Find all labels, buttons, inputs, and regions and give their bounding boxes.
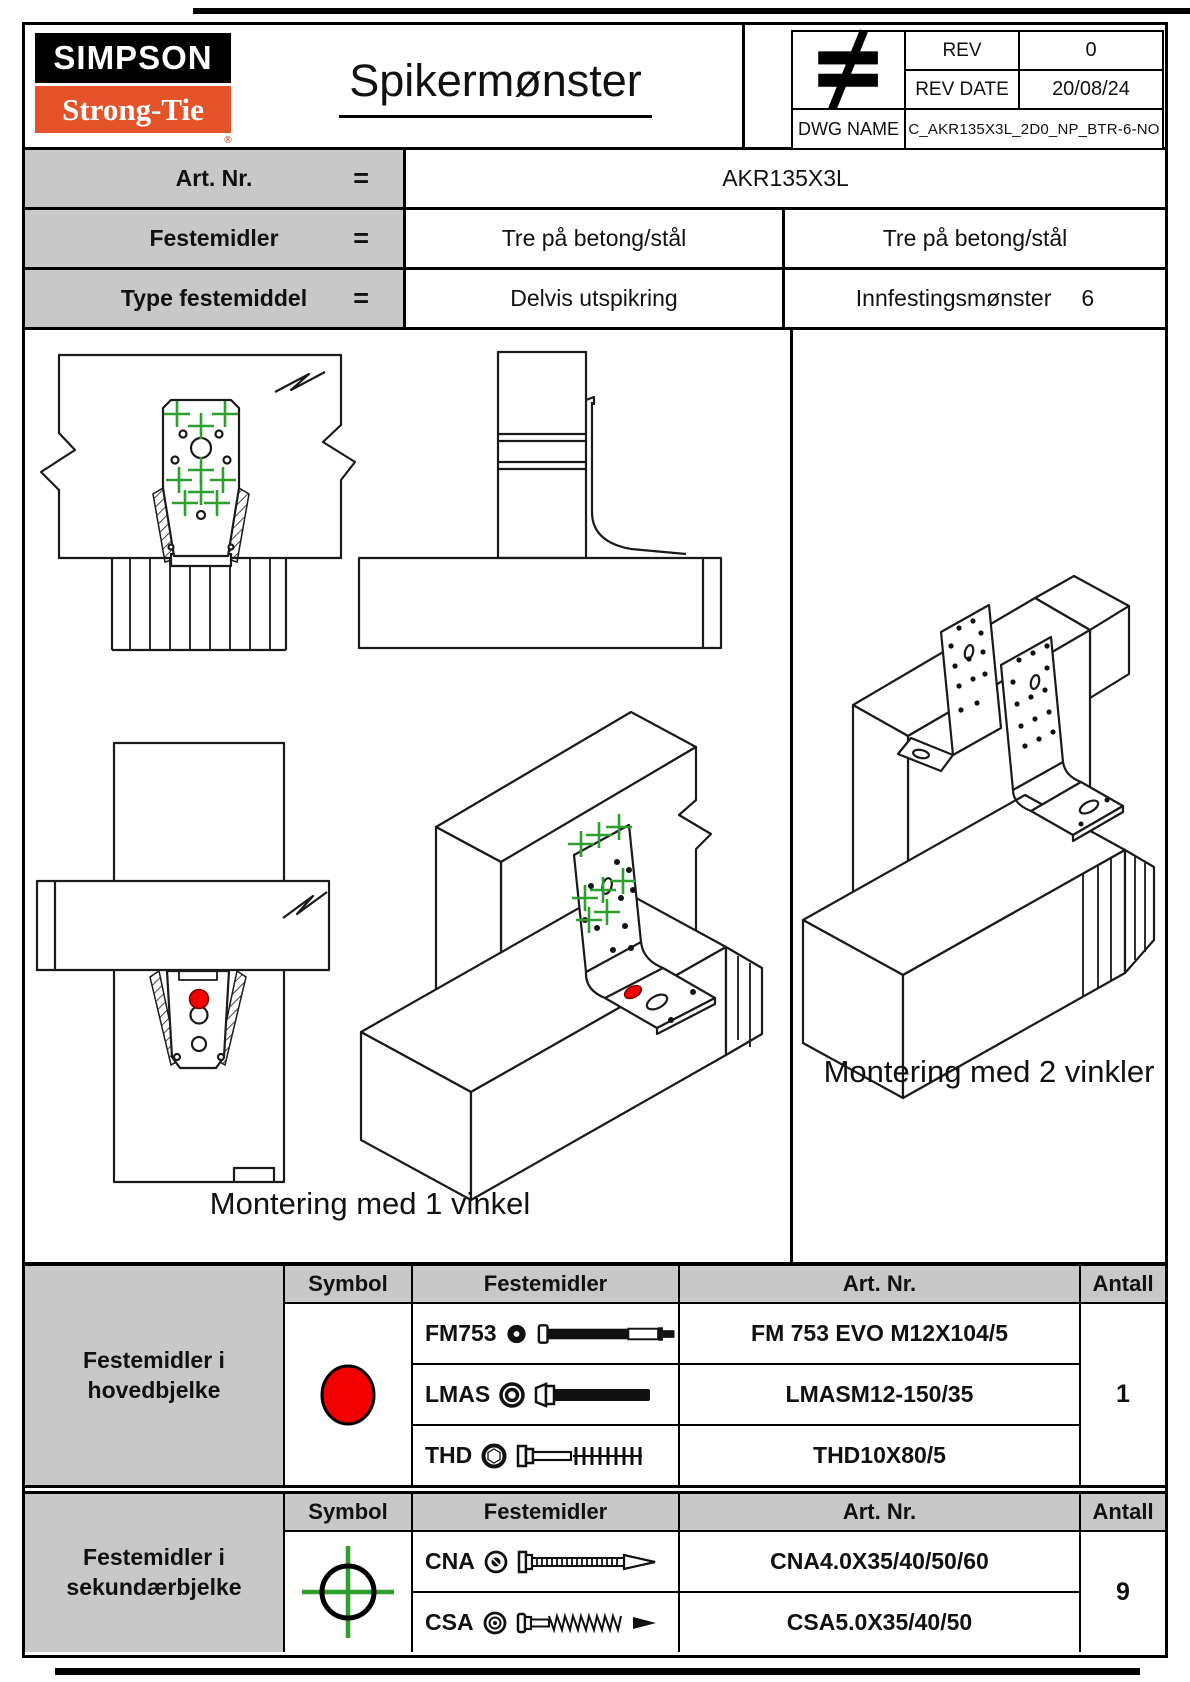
brand-logo: [25, 25, 249, 147]
csa-head-icon: [482, 1610, 508, 1636]
fastener-row: [413, 1304, 678, 1363]
art-nr-value: AKR135X3L: [406, 150, 1165, 207]
equals-sign: =: [353, 223, 369, 253]
antall-value-hovedbjelke: 1: [1081, 1304, 1165, 1485]
innfestingsmonster-number: 6: [1081, 285, 1095, 311]
sheet-header: [25, 25, 1165, 150]
side-view: [359, 352, 721, 648]
fastener-table-sekundaerbjelke: [25, 1491, 1165, 1652]
dwg-name-label: DWG NAME: [793, 110, 904, 148]
revision-table: [791, 30, 1164, 150]
festemidler-header: Festemidler: [413, 1266, 678, 1302]
festemidler-value-2: Tre på betong/stål: [785, 210, 1165, 267]
fastener-row: [413, 1426, 678, 1485]
festemidler-label: Festemidler: [149, 225, 279, 251]
group-label-hovedbjelke: Festemidler i hovedbjelke: [25, 1266, 283, 1485]
rev-date-label: REV DATE: [906, 71, 1018, 108]
sheet-frame: [22, 22, 1168, 1658]
equals-sign: =: [353, 163, 369, 193]
festemidler-header: Festemidler: [413, 1494, 678, 1530]
revision-block: [745, 25, 1165, 147]
isometric-view-1-bracket: [361, 712, 762, 1200]
type-festemiddel-value: Delvis utspikring: [406, 270, 782, 327]
equals-sign: =: [353, 283, 369, 313]
rev-value: 0: [1020, 32, 1162, 69]
red-bolt-marker: [190, 990, 209, 1009]
antall-value-sekundaerbjelke: 9: [1081, 1532, 1165, 1652]
art-nr-label-cell: [25, 150, 403, 207]
thd-concrete-screw-icon: [516, 1442, 648, 1470]
symbol-header: Symbol: [285, 1494, 411, 1530]
rev-date-value: 20/08/24: [1020, 71, 1162, 108]
dwg-name-value: C_AKR135X3L_2D0_NP_BTR-6-NO: [906, 110, 1162, 148]
fastener-table-hovedbjelke: [25, 1266, 1165, 1488]
rev-label: REV: [906, 32, 1018, 69]
cna-anchor-nail-icon: [517, 1549, 662, 1575]
csa-anchor-screw-icon: [516, 1610, 666, 1636]
scan-artifact-top: [193, 8, 1190, 14]
type-festemiddel-label-cell: [25, 270, 403, 327]
thd-head-icon: [480, 1442, 508, 1470]
page-title: Spikermønster: [339, 55, 652, 118]
lmas-anchor-bolt-icon: [534, 1381, 654, 1409]
caption-2-vinkler: Montering med 2 vinkler: [823, 1054, 1155, 1089]
innfestingsmonster-cell: [785, 270, 1165, 327]
fastener-art-nr: LMASM12-150/35: [680, 1365, 1079, 1424]
fm753-head-icon: [505, 1322, 528, 1346]
antall-header: Antall: [1081, 1266, 1165, 1302]
montering-2-vinkler-drawing: [793, 330, 1165, 1262]
group-label-sekundaerbjelke: Festemidler i sekundærbjelke: [25, 1494, 283, 1652]
type-festemiddel-label: Type festemiddel: [120, 285, 308, 311]
fastener-code: THD: [425, 1442, 473, 1468]
symbol-header: Symbol: [285, 1266, 411, 1302]
green-crosshair-circle-icon: [294, 1538, 402, 1646]
hovedbjelke-symbol-cell: [285, 1304, 411, 1485]
fastener-art-nr: CNA4.0X35/40/50/60: [680, 1532, 1079, 1591]
fastener-art-nr: FM 753 EVO M12X104/5: [680, 1304, 1079, 1363]
fastener-code: LMAS: [425, 1381, 491, 1407]
antall-header: Antall: [1081, 1494, 1165, 1530]
not-equal-icon: [813, 29, 885, 111]
fastener-art-nr: THD10X80/5: [680, 1426, 1079, 1485]
caption-1-vinkel: Montering med 1 vinkel: [209, 1186, 531, 1221]
scan-artifact-bottom: [55, 1668, 1140, 1675]
strongtie-wordmark: Strong-Tie: [62, 91, 204, 127]
fastener-art-nr: CSA5.0X35/40/50: [680, 1593, 1079, 1652]
innfestingsmonster-label: Innfestingsmønster: [855, 285, 1052, 311]
not-equal-symbol-cell: [793, 32, 904, 108]
sekundaerbjelke-symbol-cell: [285, 1532, 411, 1652]
fastener-row: [413, 1365, 678, 1424]
fastener-code: CNA: [425, 1548, 475, 1574]
front-view: [41, 355, 355, 650]
fastener-code: CSA: [425, 1609, 474, 1635]
article-info-table: [25, 150, 1165, 330]
festemidler-label-cell: [25, 210, 403, 267]
isometric-view-2-brackets: [803, 576, 1154, 1098]
registered-mark: ®: [223, 134, 232, 146]
strongtie-logo-text: [35, 86, 232, 146]
art-nr-header: Art. Nr.: [680, 1266, 1079, 1302]
lmas-head-icon: [498, 1381, 526, 1409]
cna-head-icon: [483, 1549, 509, 1575]
fastener-row: [413, 1532, 678, 1591]
simpson-logo-text: SIMPSON: [35, 33, 231, 83]
fastener-row: [413, 1593, 678, 1652]
support-hatch: [112, 558, 286, 650]
montering-1-vinkel-drawing: [25, 330, 790, 1262]
art-nr-label: Art. Nr.: [175, 165, 253, 191]
fastener-code: FM753: [425, 1320, 497, 1346]
drawing-area: [25, 330, 1165, 1266]
red-circle-symbol-icon: [315, 1360, 381, 1430]
art-nr-header: Art. Nr.: [680, 1494, 1079, 1530]
fm753-bolt-icon: [536, 1321, 678, 1347]
festemidler-value-1: Tre på betong/stål: [406, 210, 782, 267]
top-view: [37, 743, 329, 1182]
title-cell: [249, 25, 745, 147]
